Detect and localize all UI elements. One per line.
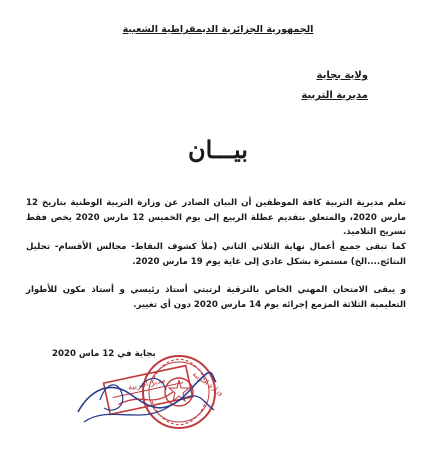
paragraph-1: تعلم مديرية التربية كافة الموظفين أن البيان الصادر عن وزارة التربية الوطنية بتاريخ 12 مارس 2020، والمتعلق بتقديم عطلة الربيع إلى يوم الخميس 12 مارس 2020 يخص فقط تسريح التلاميذ. [26,198,406,237]
round-stamp-text: وزارة التربية [190,370,225,398]
paragraph-3: و يبقى الامتحان المهني الخاص بالترقية لرتبتي أستاذ رئيسي و أستاذ مكون للأطوار التعليمية الثلاثة المزمع إجرائه يوم 14 مارس 2020 دون أي تغيير. [26,285,406,310]
wilaya-label: ولاية بجاية [316,70,368,81]
paragraph-2: كما تبقى جميع أعمال نهاية الثلاثي الثاني (ملأ كشوف النقاط- مجالس الأقسام- تحليل النتائج....الخ) مستمرة بشكل عادي إلى غاية يوم 19 مارس 2020. [26,242,406,267]
directorate-label: مديرية التربية [301,90,368,101]
document-title: بيـــان [188,135,248,164]
rect-stamp-text: مدير التربية [127,375,167,393]
republic-header: الجمهورية الجزائرية الديمقراطية الشعبية [122,24,314,35]
date-line: بجاية في 12 ماس 2020 [52,349,156,359]
signature-icon [70,360,220,435]
